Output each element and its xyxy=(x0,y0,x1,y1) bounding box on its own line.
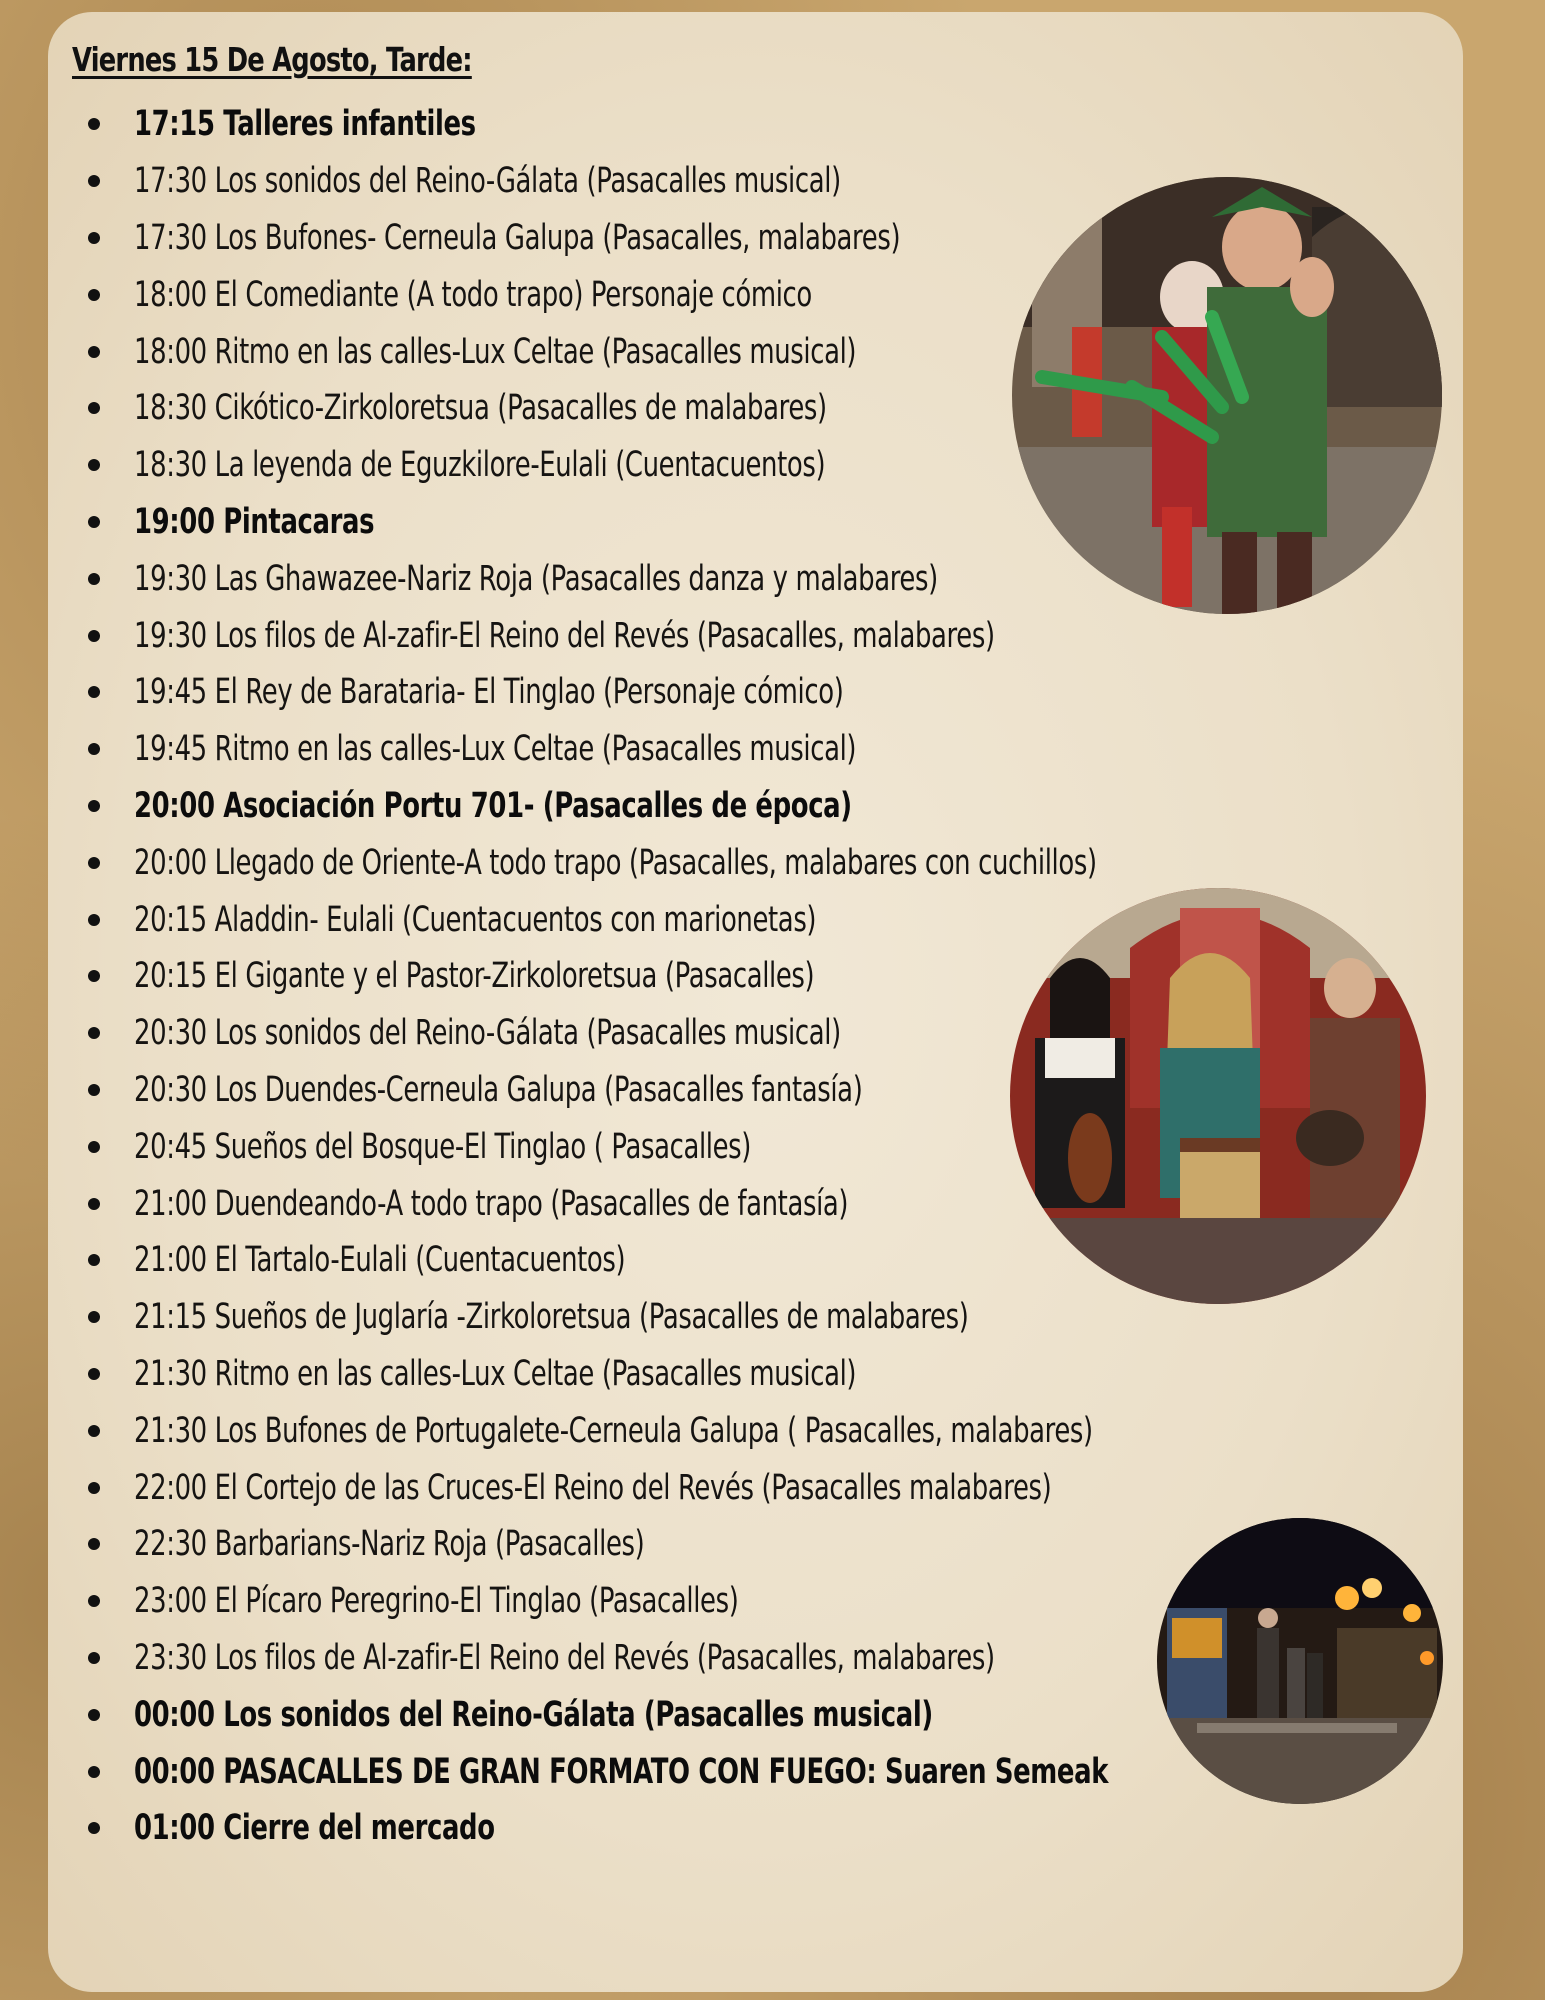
schedule-item-text: 00:00 PASACALLES DE GRAN FORMATO CON FUEGO: Suaren Semeak xyxy=(134,1751,1109,1792)
schedule-item-text: 20:45 Sueños del Bosque-El Tinglao ( Pasacalles) xyxy=(134,1126,752,1167)
jester-juggler-photo xyxy=(1012,177,1442,614)
schedule-item-text: 20:30 Los sonidos del Reino-Gálata (Pasacalles musical) xyxy=(134,1013,841,1054)
schedule-item-text: 20:15 Aladdin- Eulali (Cuentacuentos con marionetas) xyxy=(134,899,817,940)
bullet-icon xyxy=(88,232,100,244)
bullet-icon xyxy=(88,175,100,187)
bullet-icon xyxy=(88,686,100,698)
schedule-item xyxy=(88,664,1450,721)
bullet-icon xyxy=(88,1198,100,1210)
schedule-item-text: 21:30 Ritmo en las calles-Lux Celtae (Pasacalles musical) xyxy=(134,1353,857,1394)
schedule-item-text: 18:30 La leyenda de Eguzkilore-Eulali (Cuentacuentos) xyxy=(134,445,826,486)
schedule-item-text: 19:30 Las Ghawazee-Nariz Roja (Pasacalles danza y malabares) xyxy=(134,558,938,599)
schedule-item xyxy=(88,721,1450,778)
bullet-icon xyxy=(88,1254,100,1266)
schedule-item xyxy=(88,607,1450,664)
schedule-heading: Viernes 15 De Agosto, Tarde: xyxy=(72,40,472,79)
schedule-item-text: 17:30 Los sonidos del Reino-Gálata (Pasacalles musical) xyxy=(134,161,841,202)
bullet-icon xyxy=(88,346,100,358)
schedule-item-text: 22:00 El Cortejo de las Cruces-El Reino del Revés (Pasacalles malabares) xyxy=(134,1467,1052,1508)
schedule-item-text: 17:15 Talleres infantiles xyxy=(134,104,476,145)
schedule-item-text: 18:30 Cikótico-Zirkoloretsua (Pasacalles de malabares) xyxy=(134,388,827,429)
bullet-icon xyxy=(88,1766,100,1778)
schedule-item-text: 20:15 El Gigante y el Pastor-Zirkoloretsua (Pasacalles) xyxy=(134,956,815,997)
schedule-item-text: 21:15 Sueños de Juglaría -Zirkoloretsua (Pasacalles de malabares) xyxy=(134,1297,969,1338)
schedule-item-text: 21:00 El Tartalo-Eulali (Cuentacuentos) xyxy=(134,1240,626,1281)
schedule-item xyxy=(88,1459,1450,1516)
bullet-icon xyxy=(88,118,100,130)
bullet-icon xyxy=(88,914,100,926)
bullet-icon xyxy=(88,1425,100,1437)
schedule-item-text: 21:00 Duendeando-A todo trapo (Pasacalles de fantasía) xyxy=(134,1183,849,1224)
schedule-item-text: 18:00 El Comediante (A todo trapo) Personaje cómico xyxy=(134,274,812,315)
schedule-item-text: 18:00 Ritmo en las calles-Lux Celtae (Pasacalles musical) xyxy=(134,331,857,372)
bullet-icon xyxy=(88,1709,100,1721)
schedule-item-text: 20:00 Llegado de Oriente-A todo trapo (Pasacalles, malabares con cuchillos) xyxy=(134,842,1097,883)
schedule-item-text: 19:30 Los filos de Al-zafir-El Reino del Revés (Pasacalles, malabares) xyxy=(134,615,995,656)
bullet-icon xyxy=(88,516,100,528)
schedule-item-text: 23:00 El Pícaro Peregrino-El Tinglao (Pasacalles) xyxy=(134,1581,739,1622)
bullet-icon xyxy=(88,800,100,812)
schedule-item-text: 19:00 Pintacaras xyxy=(134,501,375,542)
bullet-icon xyxy=(88,743,100,755)
bullet-icon xyxy=(88,1084,100,1096)
musicians-band-photo xyxy=(1010,888,1426,1304)
schedule-item xyxy=(88,834,1450,891)
schedule-item xyxy=(88,1800,1450,1857)
bullet-icon xyxy=(88,1368,100,1380)
bullet-icon xyxy=(88,857,100,869)
schedule-item-text: 01:00 Cierre del mercado xyxy=(134,1808,495,1849)
schedule-item xyxy=(88,778,1450,835)
bullet-icon xyxy=(88,630,100,642)
bullet-icon xyxy=(88,1538,100,1550)
schedule-item xyxy=(88,96,1450,153)
bullet-icon xyxy=(88,1141,100,1153)
schedule-item-text: 20:00 Asociación Portu 701- (Pasacalles de época) xyxy=(134,785,852,826)
schedule-item-text: 19:45 Ritmo en las calles-Lux Celtae (Pasacalles musical) xyxy=(134,729,857,770)
bullet-icon xyxy=(88,573,100,585)
bullet-icon xyxy=(88,1652,100,1664)
schedule-item-text: 21:30 Los Bufones de Portugalete-Cerneula Galupa ( Pasacalles, malabares) xyxy=(134,1410,1093,1451)
bullet-icon xyxy=(88,402,100,414)
bullet-icon xyxy=(88,970,100,982)
night-fire-market-photo xyxy=(1157,1518,1443,1804)
schedule-item-text: 19:45 El Rey de Barataria- El Tinglao (Personaje cómico) xyxy=(134,672,844,713)
bullet-icon xyxy=(88,1595,100,1607)
bullet-icon xyxy=(88,1027,100,1039)
bullet-icon xyxy=(88,1822,100,1834)
schedule-item-text: 17:30 Los Bufones- Cerneula Galupa (Pasacalles, malabares) xyxy=(134,217,901,258)
bullet-icon xyxy=(88,459,100,471)
schedule-item xyxy=(88,1402,1450,1459)
schedule-item xyxy=(88,1346,1450,1403)
schedule-item-text: 22:30 Barbarians-Nariz Roja (Pasacalles) xyxy=(134,1524,645,1565)
schedule-item-text: 00:00 Los sonidos del Reino-Gálata (Pasacalles musical) xyxy=(134,1694,933,1735)
schedule-item-text: 20:30 Los Duendes-Cerneula Galupa (Pasacalles fantasía) xyxy=(134,1069,863,1110)
bullet-icon xyxy=(88,1311,100,1323)
schedule-item-text: 23:30 Los filos de Al-zafir-El Reino del Revés (Pasacalles, malabares) xyxy=(134,1637,995,1678)
bullet-icon xyxy=(88,289,100,301)
bullet-icon xyxy=(88,1482,100,1494)
